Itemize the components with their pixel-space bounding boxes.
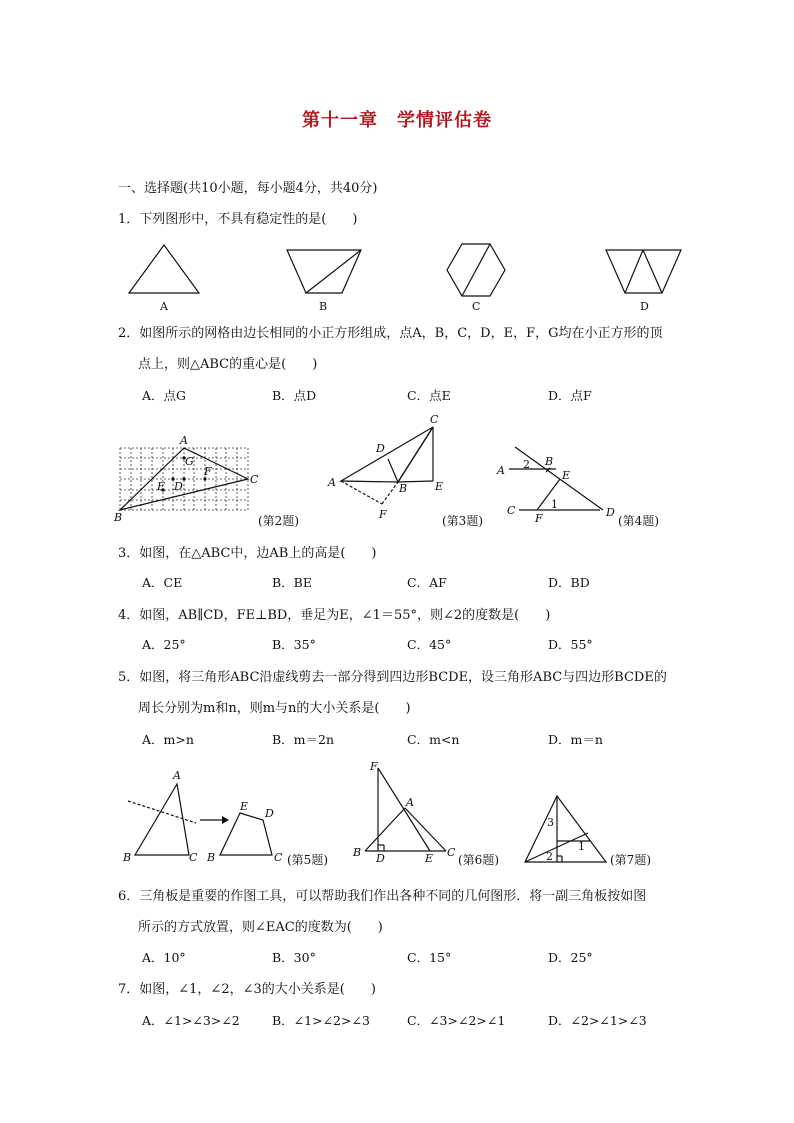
q7-option-c[interactable]: C．∠3>∠2>∠1 xyxy=(407,1013,506,1028)
q4-point-b: B xyxy=(545,455,554,468)
q2-point-a: A xyxy=(180,434,188,447)
q1-label-d: D xyxy=(640,300,649,313)
q7-option-d[interactable]: D．∠2>∠1>∠3 xyxy=(548,1013,647,1028)
q5-point-b: B xyxy=(123,851,132,864)
q5-option-b[interactable]: B．m＝2n xyxy=(272,732,335,747)
q4-option-a[interactable]: A．25° xyxy=(142,637,186,652)
q6-option-b[interactable]: B．30° xyxy=(272,950,316,965)
question-6-stem-line1: 6．三角板是重要的作图工具，可以帮助我们作出各种不同的几何图形．将一副三角板按如图 xyxy=(118,889,647,904)
q3-caption: (第3题) xyxy=(442,514,483,528)
question-2-stem-line1: 2．如图所示的网格由边长相同的小正方形组成，点A，B，C，D，E，F，G均在小正方形的顶 xyxy=(118,326,663,341)
q6-caption: (第6题) xyxy=(458,853,499,867)
q5-caption: (第5题) xyxy=(287,853,328,867)
q4-point-d: D xyxy=(606,506,615,519)
q3-point-d: D xyxy=(376,442,385,455)
q6-option-d[interactable]: D．25° xyxy=(548,950,593,965)
q5-option-c[interactable]: C．m<n xyxy=(407,732,460,747)
q7-figure xyxy=(525,796,606,862)
q3-point-a: A xyxy=(328,476,336,489)
q4-option-d[interactable]: D．55° xyxy=(548,637,593,652)
q1-label-b: B xyxy=(319,300,328,313)
q2-option-a[interactable]: A．点G xyxy=(142,388,187,403)
question-1-stem: 1．下列图形中，不具有稳定性的是( ) xyxy=(118,212,358,227)
q4-option-b[interactable]: B．35° xyxy=(272,637,316,652)
q6-option-a[interactable]: A．10° xyxy=(142,950,186,965)
q5-point-c: C xyxy=(189,851,198,864)
q1-label-c: C xyxy=(472,300,481,313)
q6-option-c[interactable]: C．15° xyxy=(407,950,452,965)
q6-point-a: A xyxy=(406,796,414,809)
q7-option-b[interactable]: B．∠1>∠2>∠3 xyxy=(272,1013,370,1028)
q5-point-a: A xyxy=(173,769,181,782)
q3-point-b: B xyxy=(399,482,408,495)
q7-angle-2: 2 xyxy=(546,850,553,863)
q6-point-d: D xyxy=(376,852,385,865)
q7-angle-3: 3 xyxy=(547,816,554,829)
question-2-stem-line2: 点上，则△ABC的重心是( ) xyxy=(138,357,318,372)
arrow-icon xyxy=(222,816,229,824)
section-heading: 一、选择题(共10小题，每小题4分，共40分) xyxy=(118,181,378,196)
q2-point-d: D xyxy=(174,480,183,493)
q2-point-c: C xyxy=(250,473,259,486)
q5-point-c2: C xyxy=(274,851,283,864)
q2-caption: (第2题) xyxy=(258,514,299,528)
q6-point-c: C xyxy=(447,846,456,859)
q3-point-c: C xyxy=(430,413,439,426)
q4-angle-1: 1 xyxy=(551,498,558,511)
q2-option-b[interactable]: B．点D xyxy=(272,388,317,403)
question-6-stem-line2: 所示的方式放置，则∠EAC的度数为( ) xyxy=(138,920,383,935)
q3-point-f: F xyxy=(379,508,387,521)
q2-point-f: F xyxy=(204,465,212,478)
q2-point-b: B xyxy=(114,511,123,524)
q3-option-a[interactable]: A．CE xyxy=(142,575,183,590)
q6-point-b: B xyxy=(353,846,362,859)
question-4-stem: 4．如图，AB∥CD，FE⊥BD，垂足为E，∠1＝55°，则∠2的度数是( ) xyxy=(118,608,551,623)
q6-figure xyxy=(365,768,446,851)
q5-point-d: D xyxy=(265,807,274,820)
q3-option-d[interactable]: D．BD xyxy=(548,575,590,590)
question-5-stem-line2: 周长分别为m和n，则m与n的大小关系是( ) xyxy=(138,701,411,716)
q4-angle-2: 2 xyxy=(523,458,530,471)
q4-point-f: F xyxy=(535,512,543,525)
q7-angle-1: 1 xyxy=(578,840,585,853)
q5-option-d[interactable]: D．m＝n xyxy=(548,732,603,747)
q2-point-g: G xyxy=(185,455,194,468)
q5-figure xyxy=(128,784,272,855)
q2-option-d[interactable]: D．点F xyxy=(548,388,592,403)
q4-point-e: E xyxy=(562,469,571,482)
q4-point-c: C xyxy=(507,504,516,517)
question-7-stem: 7．如图，∠1，∠2，∠3的大小关系是( ) xyxy=(118,982,376,997)
q1-label-a: A xyxy=(160,300,168,313)
q6-point-f: F xyxy=(370,760,378,773)
q3-option-b[interactable]: B．BE xyxy=(272,575,312,590)
question-3-stem: 3．如图，在△ABC中，边AB上的高是( ) xyxy=(118,546,377,561)
q4-caption: (第4题) xyxy=(618,514,659,528)
q5-point-e: E xyxy=(240,800,249,813)
q5-point-b2: B xyxy=(207,851,216,864)
q7-option-a[interactable]: A．∠1>∠3>∠2 xyxy=(142,1013,240,1028)
page-title: 第十一章 学情评估卷 xyxy=(302,110,492,131)
q3-option-c[interactable]: C．AF xyxy=(407,575,447,590)
q6-point-e: E xyxy=(425,852,434,865)
q3-point-e: E xyxy=(435,480,444,493)
q4-point-a: A xyxy=(497,464,505,477)
q2-option-c[interactable]: C．点E xyxy=(407,388,451,403)
question-5-stem-line1: 5．如图，将三角形ABC沿虚线剪去一部分得到四边形BCDE，设三角形ABC与四边形BCDE的 xyxy=(118,670,667,685)
q5-option-a[interactable]: A．m>n xyxy=(142,732,194,747)
q4-option-c[interactable]: C．45° xyxy=(407,637,452,652)
q7-caption: (第7题) xyxy=(610,853,651,867)
q2-point-e: E xyxy=(157,480,166,493)
